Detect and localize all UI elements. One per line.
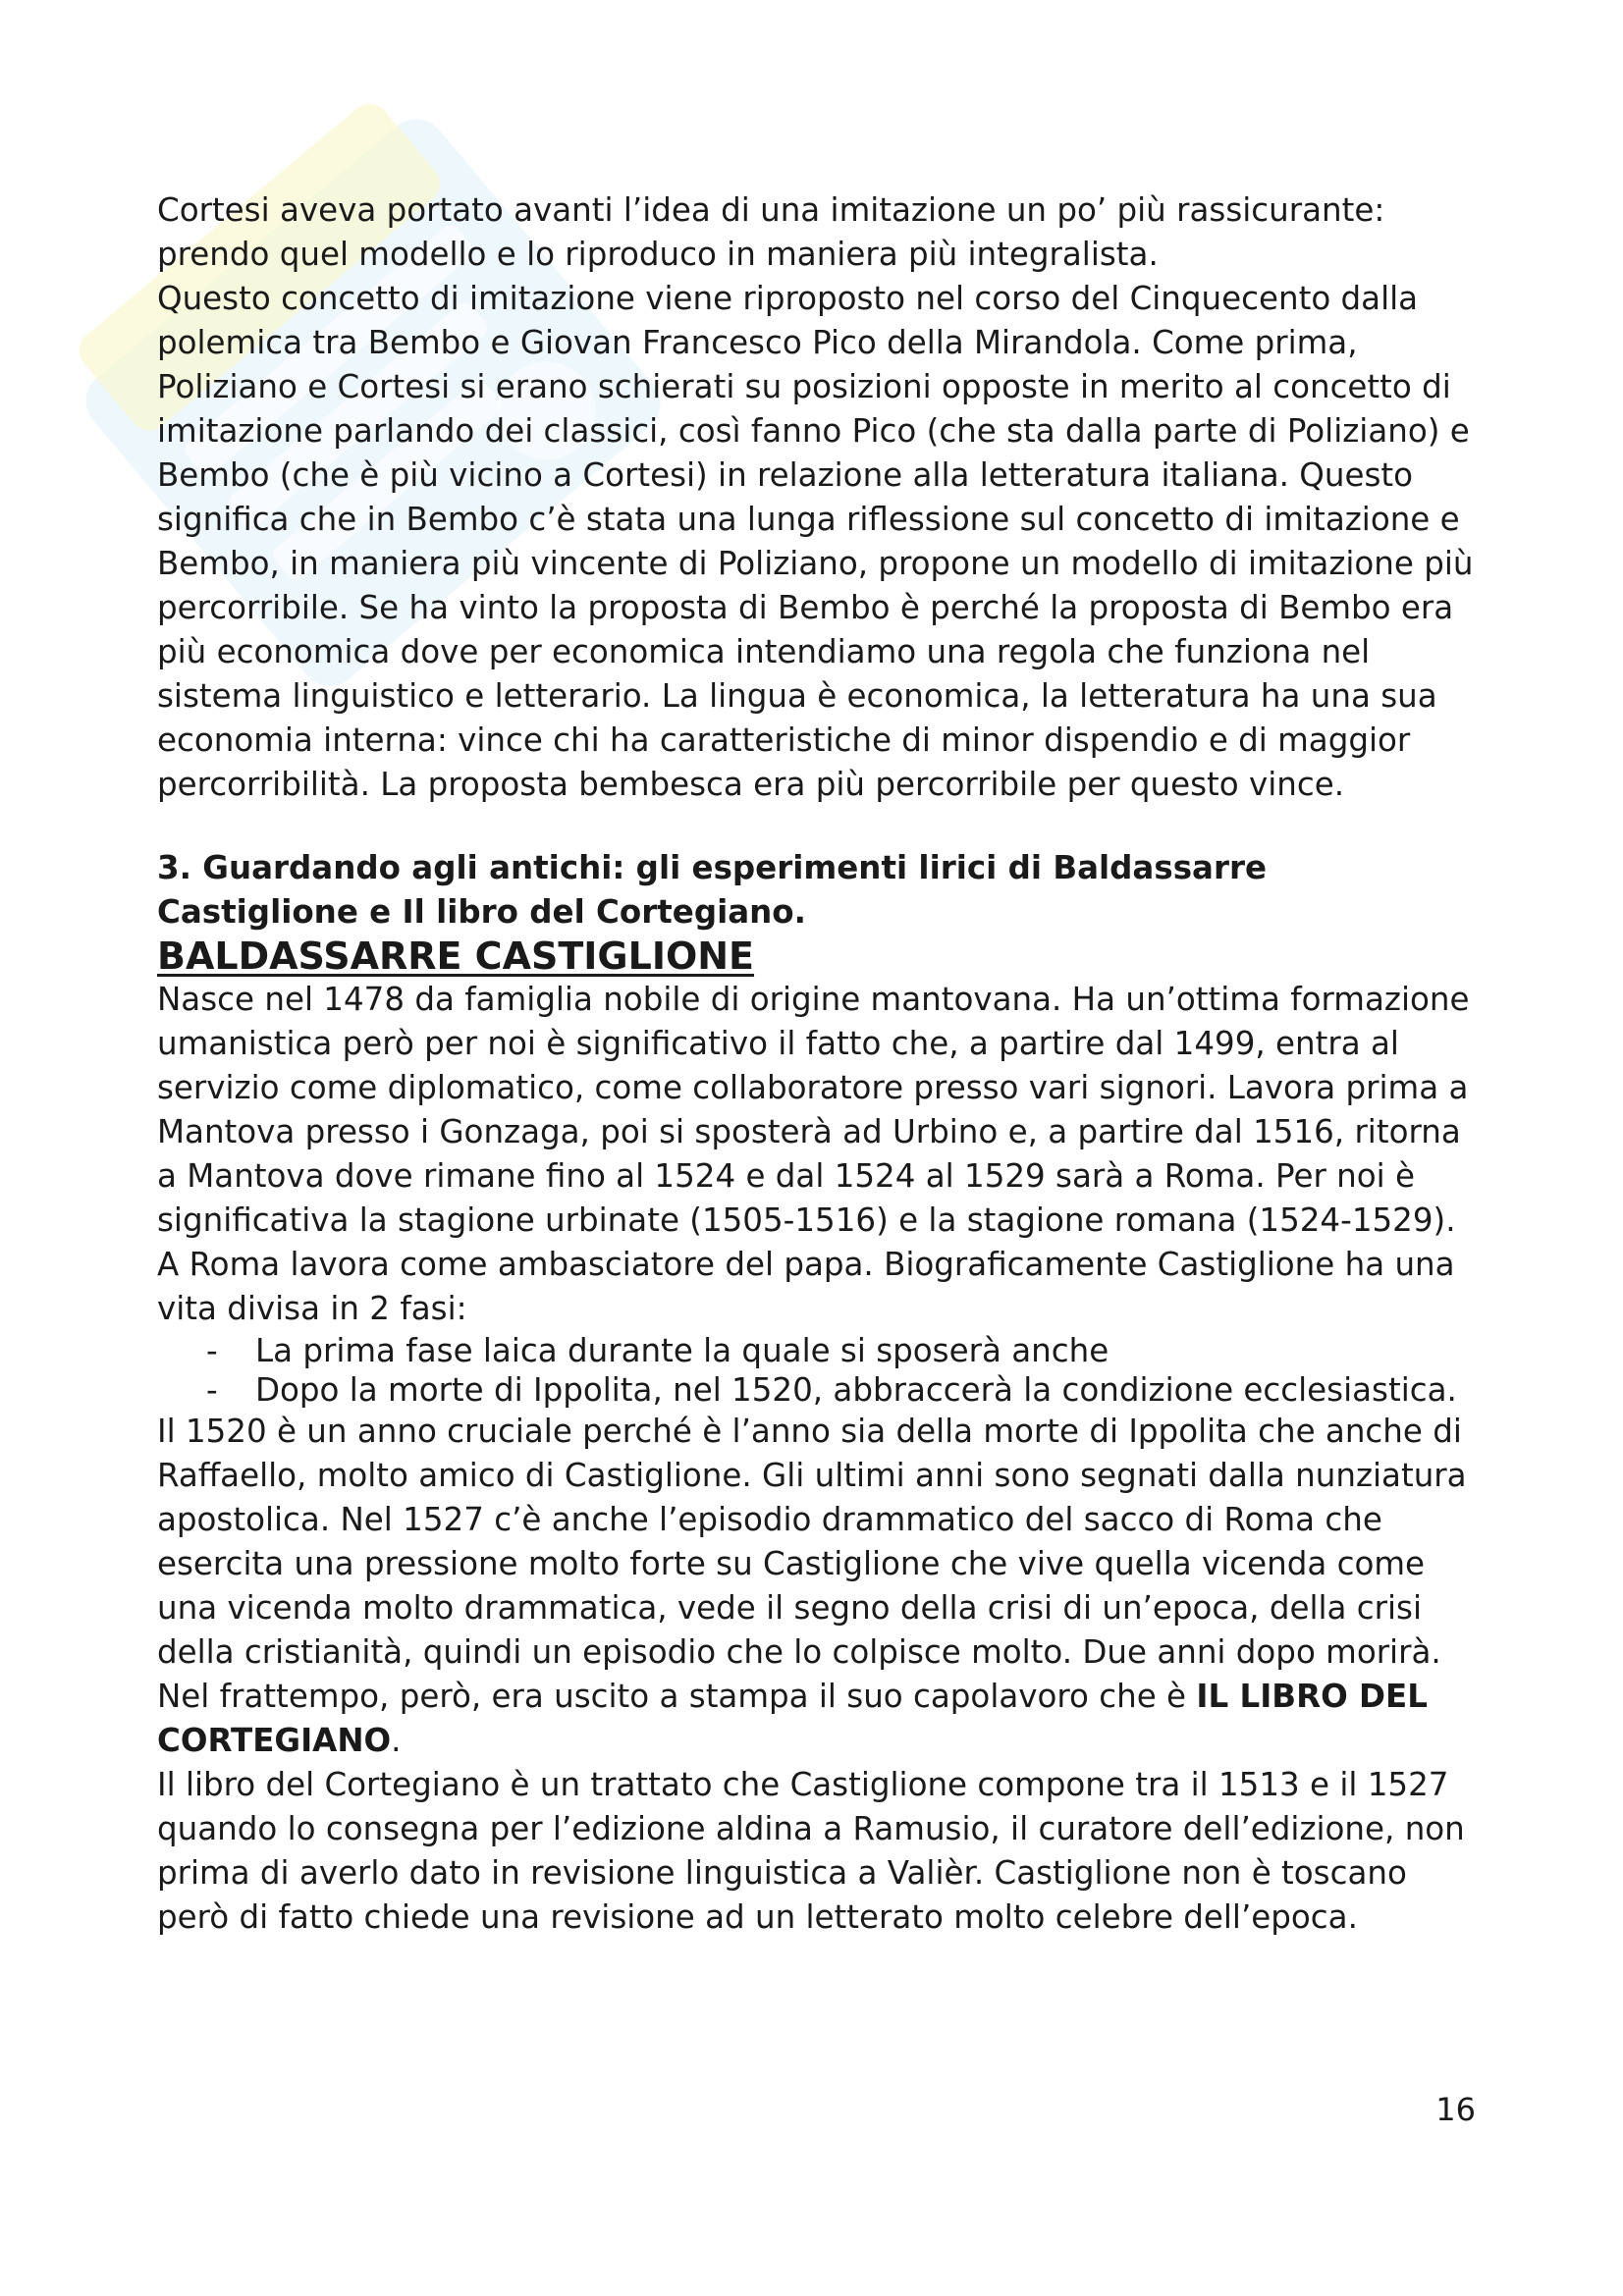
list-bullet: - (206, 1371, 218, 1409)
paragraph-roma: A Roma lavora come ambasciatore del papa. Biograficamente Castiglione ha una vita divisa in 2 fasi: (157, 1246, 1455, 1327)
list-item-text: La prima fase laica durante la quale si sposerà anche (255, 1332, 1109, 1369)
list-item (157, 1331, 1478, 1370)
page-number: 16 (1435, 2091, 1476, 2128)
paragraph-cortegiano: Il libro del Cortegiano è un trattato che Castiglione compone tra il 1513 e il 1527 quando lo consegna per l’edizione aldina a Ramusio, il curatore dell’edizione, non prima di averlo dato in revisione linguistica a Valièr. Castiglione non è toscano però di fatto chiede una revisione ad un letterato molto celebre dell’epoca. (157, 1766, 1465, 1936)
document-body (157, 188, 1478, 1940)
paragraph-frattempo (157, 1675, 1478, 1763)
section-title: 3. Guardando agli antichi: gli esperimenti lirici di Baldassarre Castiglione e Il libro del Cortegiano. (157, 849, 1268, 931)
book-title-bold: IL LIBRO DEL CORTEGIANO (157, 1678, 1428, 1759)
heading-baldassarre: BALDASSARRE CASTIGLIONE (157, 934, 755, 978)
paragraph-imitazione: Questo concetto di imitazione viene riproposto nel corso del Cinquecento dalla polemica tra Bembo e Giovan Francesco Pico della Mirandola. Come prima, Poliziano e Cortesi si erano schierati su posizioni opposte in merito al concetto di imitazione parlando dei classici, così fanno Pico (che sta dalla parte di Poliziano) e Bembo (che è più vicino a Cortesi) in relazione alla letteratura italiana. Questo significa che in Bembo c’è stata una lunga riflessione sul concetto di imitazione e Bembo, in maniera più vincente di Poliziano, propone un modello di imitazione più percorribile. Se ha vinto la proposta di Bembo è perché la proposta di Bembo era più economica dove per economica intendiamo una regola che funziona nel sistema linguistico e letterario. La lingua è economica, la letteratura ha una sua economia interna: vince chi ha caratteristiche di minor dispendio e di maggior percorribilità. La proposta bembesca era più percorribile per questo vince. (157, 280, 1474, 803)
phases-list (157, 1331, 1478, 1410)
frattempo-lead: Nel frattempo, però, era uscito a stampa il suo capolavoro che è (157, 1678, 1197, 1715)
paragraph-1520: Il 1520 è un anno cruciale perché è l’anno sia della morte di Ippolita che anche di Raffaello, molto amico di Castiglione. Gli ultimi anni sono segnati dalla nunziatura apostolica. Nel 1527 c’è anche l’episodio drammatico del sacco di Roma che esercita una pressione molto forte su Castiglione che vive quella vicenda come una vicenda molto drammatica, vede il segno della crisi di un’epoca, della crisi della cristianità, quindi un episodio che lo colpisce molto. Due anni dopo morirà. (157, 1413, 1467, 1671)
paragraph-bio: Nasce nel 1478 da famiglia nobile di origine mantovana. Ha un’ottima formazione umanistica però per noi è significativo il fatto che, a partire dal 1499, entra al servizio come diplomatico, come collaboratore presso vari signori. Lavora prima a Mantova presso i Gonzaga, poi si sposterà ad Urbino e, a partire dal 1516, ritorna a Mantova dove rimane fino al 1524 e dal 1524 al 1529 sarà a Roma. Per noi è significativa la stagione urbinate (1505-1516) e la stagione romana (1524-1529). (157, 981, 1470, 1239)
list-bullet: - (206, 1332, 218, 1369)
paragraph-cortesi: Cortesi aveva portato avanti l’idea di una imitazione un po’ più rassicurante: prendo quel modello e lo riproduco in maniera più integralista. (157, 191, 1385, 273)
frattempo-tail: . (391, 1722, 402, 1759)
list-item-text: Dopo la morte di Ippolita, nel 1520, abbraccerà la condizione ecclesiastica. (255, 1371, 1457, 1409)
list-item (157, 1370, 1478, 1410)
